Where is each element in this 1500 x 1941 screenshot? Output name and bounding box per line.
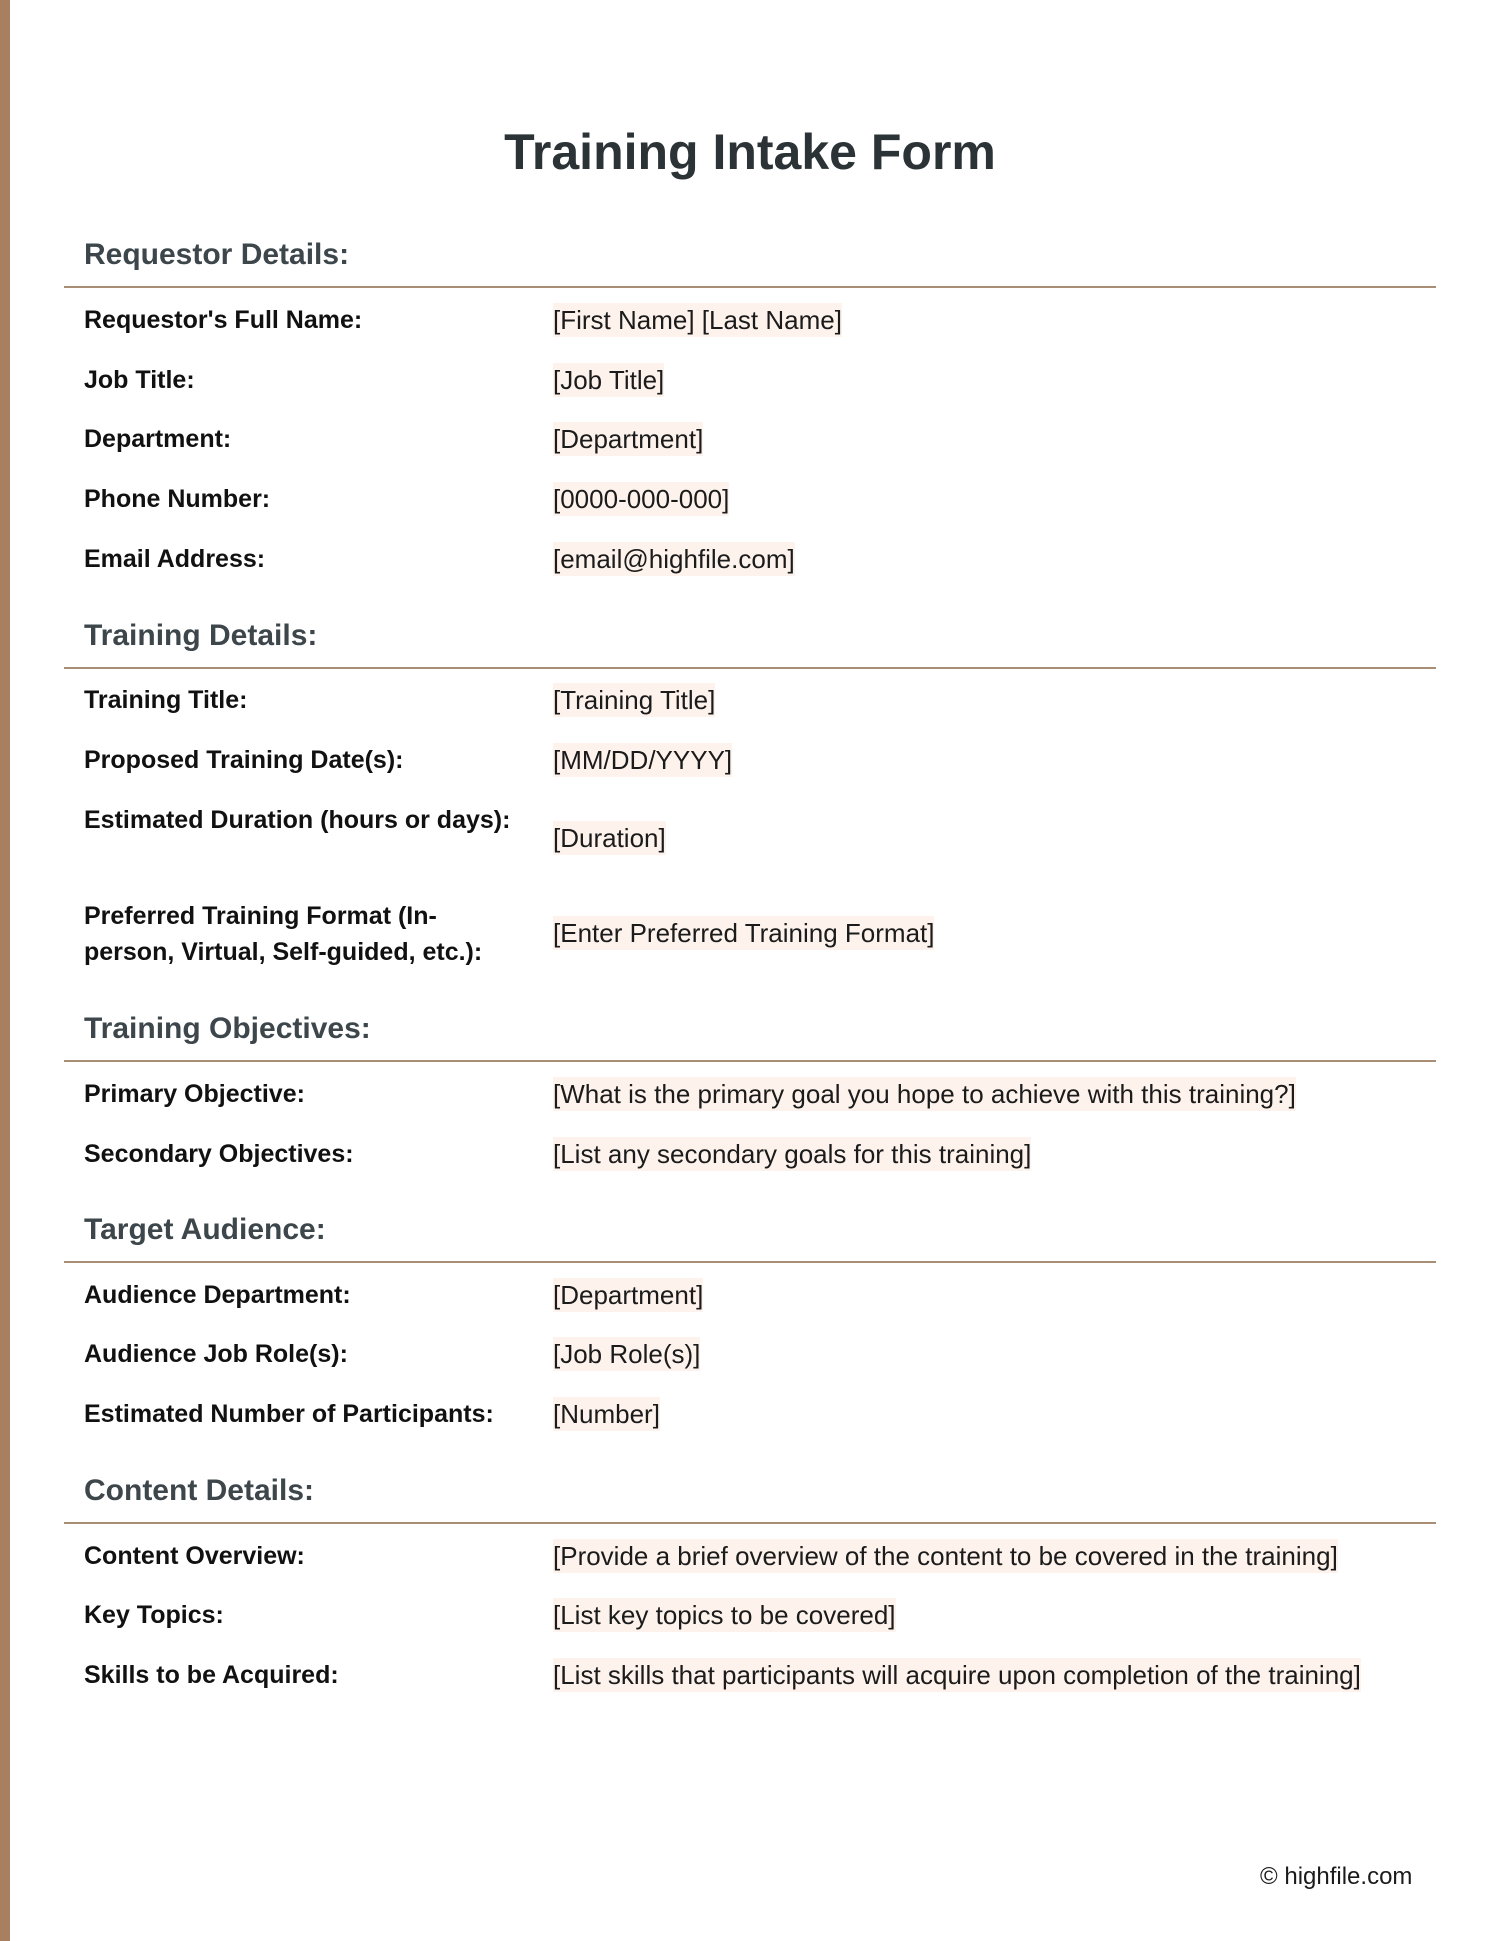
label-proposed-training-dates: Proposed Training Date(s): xyxy=(84,746,404,774)
value-primary-objective[interactable]: [What is the primary goal you hope to achieve with this training?] xyxy=(553,1079,1296,1109)
section-heading-audience: Target Audience: xyxy=(84,1213,326,1246)
section-divider xyxy=(64,667,1436,669)
label-estimated-participants: Estimated Number of Participants: xyxy=(84,1400,494,1428)
label-content-overview: Content Overview: xyxy=(84,1542,305,1570)
section-heading-requestor: Requestor Details: xyxy=(84,238,350,271)
value-audience-job-roles[interactable]: [Job Role(s)] xyxy=(553,1339,701,1369)
value-requestor-full-name[interactable]: [First Name] [Last Name] xyxy=(553,305,842,335)
label-key-topics: Key Topics: xyxy=(84,1601,224,1629)
page-title: Training Intake Form xyxy=(504,124,996,180)
value-content-overview[interactable]: [Provide a brief overview of the content to be covered in the training] xyxy=(553,1541,1338,1571)
value-preferred-training-format[interactable]: [Enter Preferred Training Format] xyxy=(553,918,935,948)
value-proposed-training-dates[interactable]: [MM/DD/YYYY] xyxy=(553,745,733,775)
value-job-title[interactable]: [Job Title] xyxy=(553,365,665,395)
section-divider xyxy=(64,1261,1436,1263)
label-requestor-full-name: Requestor's Full Name: xyxy=(84,306,363,334)
section-divider xyxy=(64,286,1436,288)
section-divider xyxy=(64,1522,1436,1524)
label-email-address: Email Address: xyxy=(84,545,266,573)
value-key-topics[interactable]: [List key topics to be covered] xyxy=(553,1600,896,1630)
value-skills-to-be-acquired[interactable]: [List skills that participants will acquire upon completion of the training] xyxy=(553,1660,1361,1690)
left-accent-bar xyxy=(0,0,10,1941)
label-training-title: Training Title: xyxy=(84,686,248,714)
label-skills-to-be-acquired: Skills to be Acquired: xyxy=(84,1661,339,1689)
value-secondary-objectives[interactable]: [List any secondary goals for this training] xyxy=(553,1139,1032,1169)
value-email-address[interactable]: [email@highfile.com] xyxy=(553,544,795,574)
label-job-title: Job Title: xyxy=(84,366,195,394)
label-phone-number: Phone Number: xyxy=(84,485,271,513)
value-audience-department[interactable]: [Department] xyxy=(553,1280,704,1310)
section-heading-training: Training Details: xyxy=(84,619,318,652)
section-divider xyxy=(64,1060,1436,1062)
value-phone-number[interactable]: [0000-000-000] xyxy=(553,484,730,514)
section-heading-content: Content Details: xyxy=(84,1474,315,1507)
value-estimated-duration[interactable]: [Duration] xyxy=(553,823,666,853)
label-audience-department: Audience Department: xyxy=(84,1281,351,1309)
footer-copyright: © highfile.com xyxy=(1260,1863,1413,1890)
section-heading-objectives: Training Objectives: xyxy=(84,1012,371,1045)
label-primary-objective: Primary Objective: xyxy=(84,1080,305,1108)
value-estimated-participants[interactable]: [Number] xyxy=(553,1399,660,1429)
label-estimated-duration: Estimated Duration (hours or days): xyxy=(84,806,511,834)
label-audience-job-roles: Audience Job Role(s): xyxy=(84,1340,348,1368)
value-department[interactable]: [Department] xyxy=(553,424,704,454)
label-department: Department: xyxy=(84,425,232,453)
label-secondary-objectives: Secondary Objectives: xyxy=(84,1140,354,1168)
label-preferred-training-format: Preferred Training Format (In-person, Virtual, Self-guided, etc.): xyxy=(84,902,483,966)
value-training-title[interactable]: [Training Title] xyxy=(553,685,716,715)
